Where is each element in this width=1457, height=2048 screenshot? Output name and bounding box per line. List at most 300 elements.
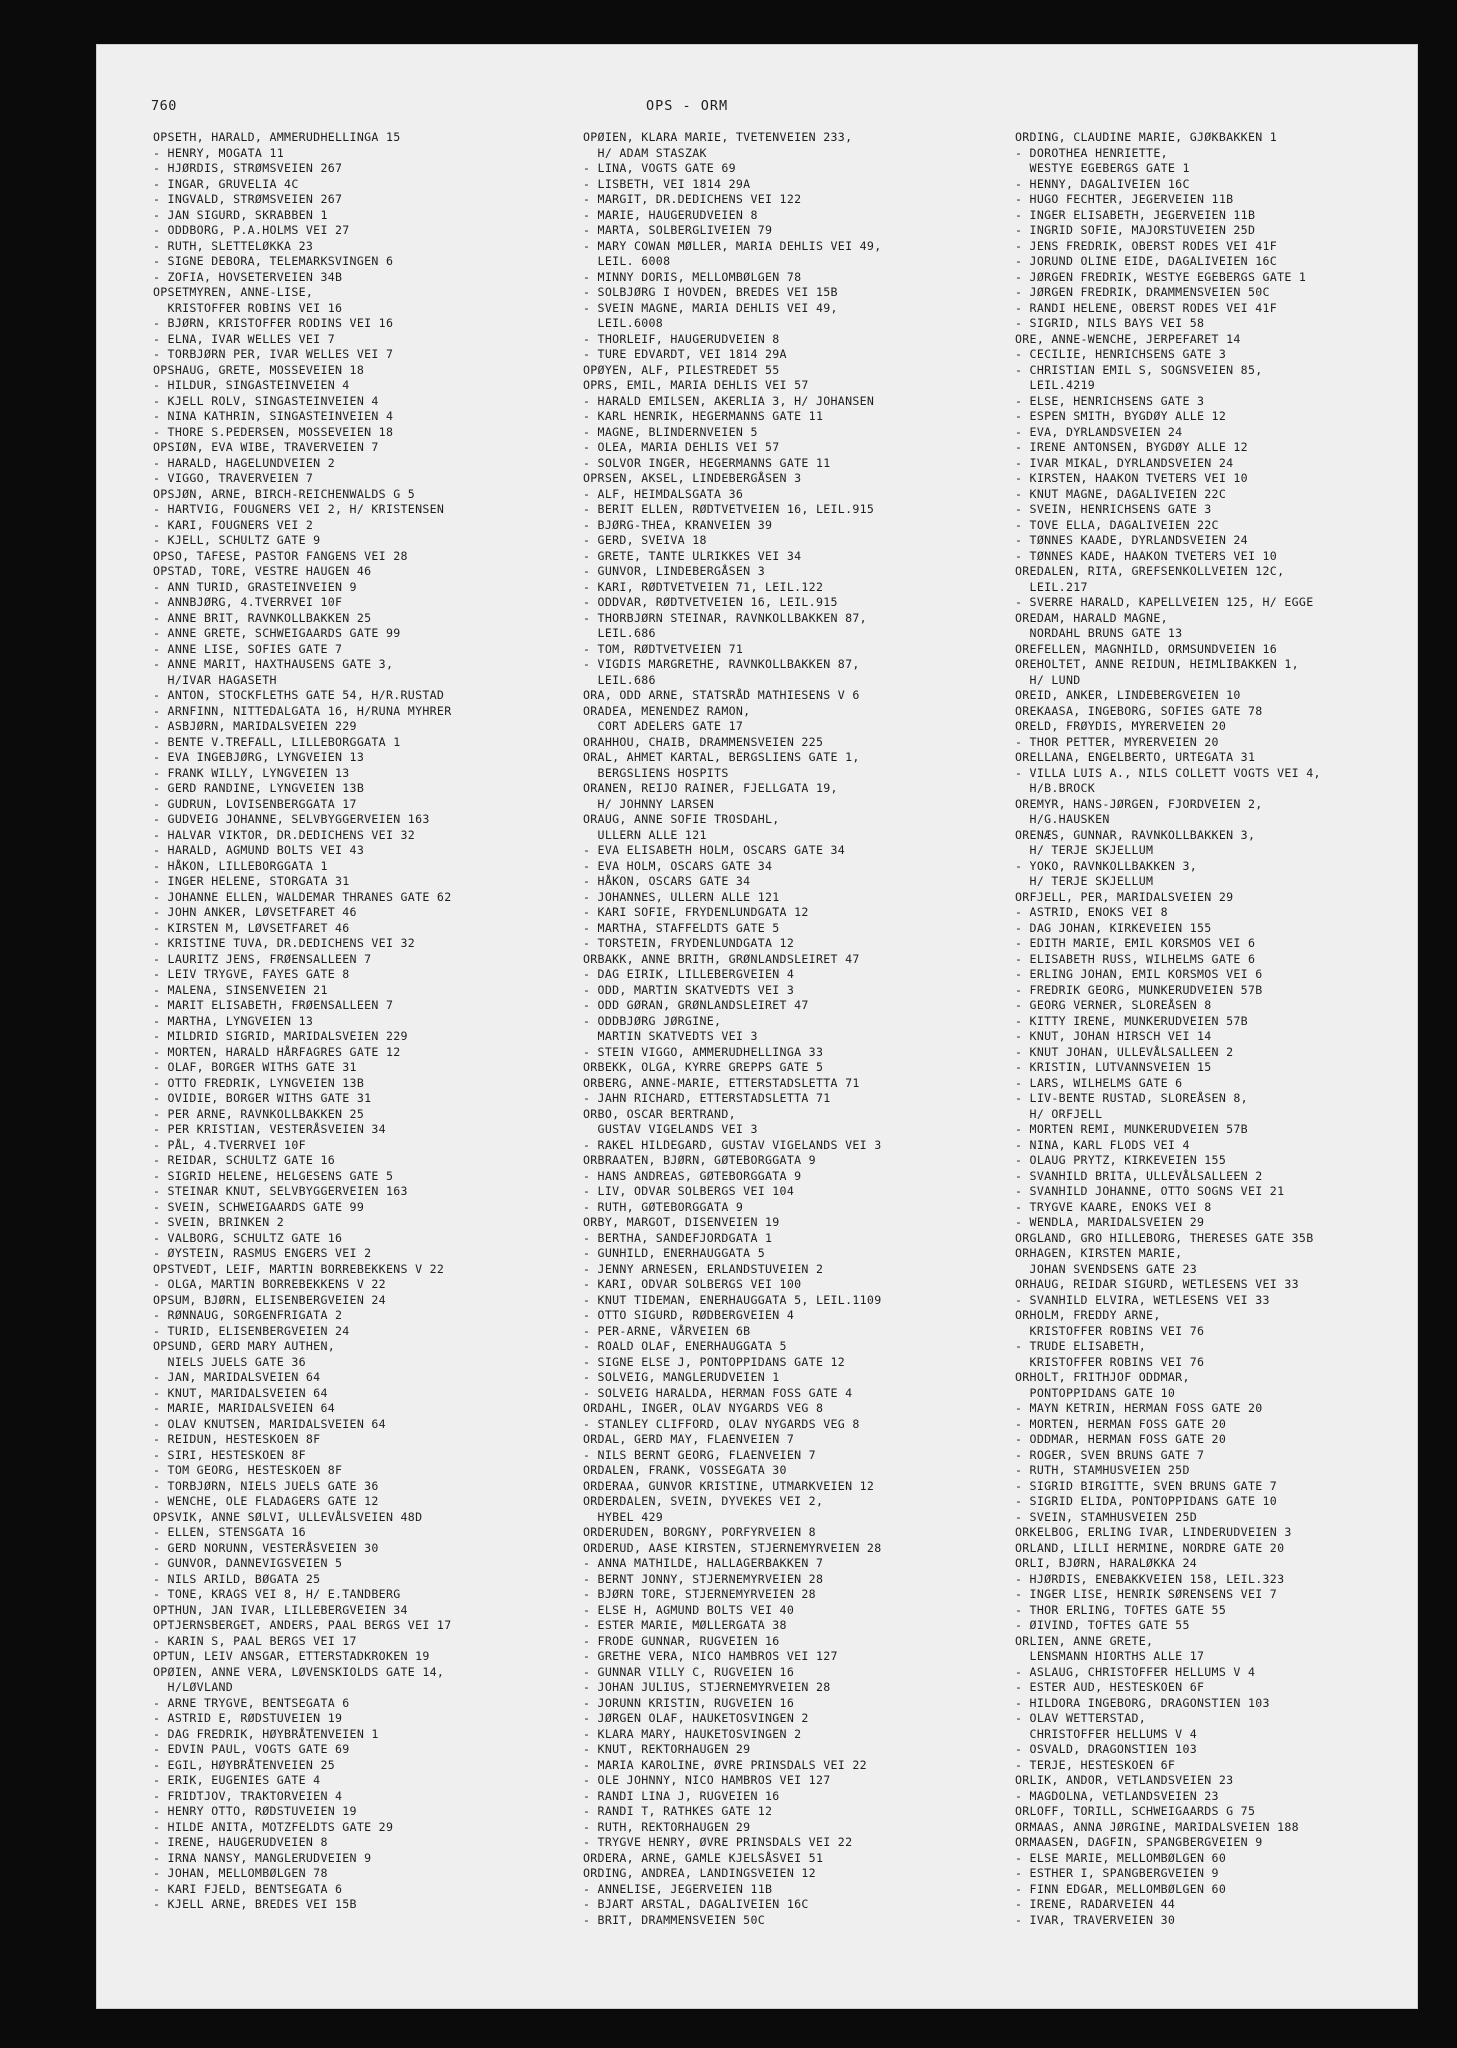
directory-entry-line: - MINNY DORIS, MELLOMBØLGEN 78 (583, 269, 802, 284)
directory-entry-line: ORFJELL, PER, MARIDALSVEIEN 29 (1015, 889, 1234, 904)
directory-entry-line: LEIL.217 (1015, 579, 1088, 594)
directory-entry-line: ORDAL, GERD MAY, FLAENVEIEN 7 (583, 1432, 795, 1446)
directory-entry-line: - JØRGEN FREDRIK, WESTYE EGEBERGS GATE 1 (1015, 269, 1307, 284)
directory-entry-line: - REIDUN, HESTESKOEN 8F (153, 1432, 321, 1446)
directory-entry-line: - ØYSTEIN, RASMUS ENGERS VEI 2 (153, 1246, 372, 1260)
directory-entry-line: H/LØVLAND (153, 1680, 234, 1694)
directory-entry-line: - HARALD, HAGELUNDVEIEN 2 (153, 455, 336, 470)
directory-entry-line: ORLIEN, ANNE GRETE, (1015, 1633, 1154, 1648)
directory-entry-line: - ANNE GRETE, SCHWEIGAARDS GATE 99 (153, 626, 401, 640)
directory-entry-line: - EDVIN PAUL, VOGTS GATE 69 (153, 1742, 350, 1756)
directory-entry-line: - JØRGEN OLAF, HAUKETOSVINGEN 2 (583, 1711, 809, 1725)
directory-entry-line: - MAGNE, BLINDERNVEIEN 5 (583, 424, 758, 439)
directory-entry-line: - HÅKON, OSCARS GATE 34 (583, 874, 751, 888)
directory-entry-line: - OSVALD, DRAGONSTIEN 103 (1015, 1742, 1198, 1756)
directory-entry-line: - CHRISTIAN EMIL S, SOGNSVEIEN 85, (1015, 362, 1263, 377)
directory-entry-line: - SIRI, HESTESKOEN 8F (153, 1447, 306, 1462)
page-range-heading: OPS - ORM (646, 98, 729, 114)
directory-entry-line: - TØNNES KADE, HAAKON TVETERS VEI 10 (1015, 548, 1278, 563)
directory-entry-line: - SVEIN MAGNE, MARIA DEHLIS VEI 49, (583, 300, 838, 315)
directory-entry-line: - TØNNES KAADE, DYRLANDSVEIEN 24 (1015, 533, 1248, 547)
directory-entry-line: - GERD, SVEIVA 18 (583, 533, 707, 547)
directory-entry-line: - TORBJØRN, NIELS JUELS GATE 36 (153, 1478, 379, 1493)
directory-entry-line: - RUTH, STAMHUSVEIEN 25D (1015, 1463, 1190, 1477)
directory-entry-line: ORDERUDEN, BORGNY, PORFYRVEIEN 8 (583, 1525, 816, 1539)
directory-entry-line: OPSTVEDT, LEIF, MARTIN BORREBEKKENS V 22 (153, 1261, 445, 1276)
directory-entry-line: - LINA, VOGTS GATE 69 (583, 161, 736, 175)
directory-entry-line: WESTYE EGEBERGS GATE 1 (1015, 161, 1190, 175)
directory-entry-line: - RAKEL HILDEGARD, GUSTAV VIGELANDS VEI 3 (583, 1137, 882, 1152)
directory-entry-line: - SVEIN, SCHWEIGAARDS GATE 99 (153, 1199, 365, 1214)
directory-entry-line: - MARIT ELISABETH, FRØENSALLEEN 7 (153, 998, 394, 1012)
directory-column-3 (1015, 130, 1455, 1928)
directory-entry-line: - TORSTEIN, FRYDENLUNDGATA 12 (583, 936, 795, 950)
directory-entry-line: ORELD, FRØYDIS, MYRERVEIEN 20 (1015, 719, 1227, 733)
directory-entry-line: - ANNA MATHILDE, HALLAGERBAKKEN 7 (583, 1556, 824, 1570)
directory-entry-line: - KRISTINE TUVA, DR.DEDICHENS VEI 32 (153, 936, 416, 950)
directory-entry-line: - ALF, HEIMDALSGATA 36 (583, 486, 744, 501)
directory-entry-line: - JOHAN JULIUS, STJERNEMYRVEIEN 28 (583, 1680, 831, 1694)
directory-entry-line: - SIGRID, NILS BAYS VEI 58 (1015, 316, 1205, 330)
directory-entry-line: - STEINAR KNUT, SELVBYGGERVEIEN 163 (153, 1184, 408, 1198)
directory-entry-line: - MARGIT, DR.DEDICHENS VEI 122 (583, 192, 802, 206)
directory-entry-line: - MARIE, HAUGERUDVEIEN 8 (583, 207, 758, 222)
directory-entry-line: ORE, ANNE-WENCHE, JERPEFARET 14 (1015, 331, 1241, 346)
directory-entry-line: - RANDI T, RATHKES GATE 12 (583, 1804, 773, 1818)
directory-entry-line: - KARL HENRIK, HEGERMANNS GATE 11 (583, 409, 824, 423)
directory-entry-line: - ODD GØRAN, GRØNLANDSLEIRET 47 (583, 998, 809, 1012)
directory-entry-line: - KNUT, REKTORHAUGEN 29 (583, 1742, 751, 1756)
directory-entry-line: - THOR PETTER, MYRERVEIEN 20 (1015, 734, 1219, 749)
directory-entry-line: - BJART ARSTAL, DAGALIVEIEN 16C (583, 1897, 809, 1911)
directory-entry-line: - TORBJØRN PER, IVAR WELLES VEI 7 (153, 347, 394, 361)
directory-entry-line: ORADEA, MENENDEZ RAMON, (583, 703, 751, 718)
directory-entry-line: - JORUND OLINE EIDE, DAGALIVEIEN 16C (1015, 254, 1278, 268)
directory-entry-line: - IRNA NANSY, MANGLERUDVEIEN 9 (153, 1850, 372, 1865)
directory-entry-line: ORANEN, REIJO RAINER, FJELLGATA 19, (583, 781, 838, 795)
directory-entry-line: - HJØRDIS, STRØMSVEIEN 267 (153, 161, 343, 175)
directory-entry-line: - JENS FREDRIK, OBERST RODES VEI 41F (1015, 238, 1278, 253)
directory-entry-line: - HANS ANDREAS, GØTEBORGGATA 9 (583, 1168, 802, 1183)
directory-entry-line: PONTOPPIDANS GATE 10 (1015, 1385, 1176, 1400)
directory-entry-line: OPSUM, BJØRN, ELISENBERGVEIEN 24 (153, 1292, 386, 1307)
directory-entry-line: - TRYGVE HENRY, ØVRE PRINSDALS VEI 22 (583, 1835, 853, 1849)
directory-entry-line: ORBO, OSCAR BERTRAND, (583, 1106, 736, 1121)
directory-entry-line: - SIGRID BIRGITTE, SVEN BRUNS GATE 7 (1015, 1478, 1278, 1493)
directory-entry-line: - IRENE, RADARVEIEN 44 (1015, 1897, 1176, 1911)
directory-entry-line: - ELISABETH RUSS, WILHELMS GATE 6 (1015, 951, 1256, 966)
directory-entry-line: - THOR ERLING, TOFTES GATE 55 (1015, 1602, 1227, 1617)
directory-entry-line: - KARI SOFIE, FRYDENLUNDGATA 12 (583, 905, 809, 919)
directory-entry-line: - MAGDOLNA, VETLANDSVEIEN 23 (1015, 1788, 1219, 1803)
directory-entry-line: ORBY, MARGOT, DISENVEIEN 19 (583, 1215, 780, 1229)
directory-entry-line: - HARALD EMILSEN, AKERLIA 3, H/ JOHANSEN (583, 393, 875, 408)
directory-entry-line: ORLIK, ANDOR, VETLANDSVEIEN 23 (1015, 1773, 1234, 1787)
directory-entry-line: - HÅKON, LILLEBORGGATA 1 (153, 858, 328, 873)
directory-page (96, 44, 1418, 2009)
directory-entry-line: OREID, ANKER, LINDEBERGVEIEN 10 (1015, 688, 1241, 702)
directory-entry-line: OPSVIK, ANNE SØLVI, ULLEVÅLSVEIEN 48D (153, 1509, 423, 1524)
directory-entry-line: - HILDORA INGEBORG, DRAGONSTIEN 103 (1015, 1695, 1270, 1710)
directory-entry-line: OREFELLEN, MAGNHILD, ORMSUNDVEIEN 16 (1015, 641, 1278, 656)
directory-entry-line: OPSUND, GERD MARY AUTHEN, (153, 1339, 336, 1353)
directory-entry-line: H/ ADAM STASZAK (583, 145, 707, 160)
directory-entry-line: - INGER HELENE, STORGATA 31 (153, 874, 350, 888)
directory-entry-line: - LIV-BENTE RUSTAD, SLOREÅSEN 8, (1015, 1091, 1248, 1105)
directory-entry-line: - KNUT, MARIDALSVEIEN 64 (153, 1385, 328, 1400)
directory-entry-line: - GERD RANDINE, LYNGVEIEN 13B (153, 781, 365, 795)
directory-entry-line: - LIV, ODVAR SOLBERGS VEI 104 (583, 1184, 795, 1198)
directory-entry-line: HYBEL 429 (583, 1509, 664, 1524)
directory-entry-line: - INGVALD, STRØMSVEIEN 267 (153, 192, 343, 206)
directory-entry-line: - ASBJØRN, MARIDALSVEIEN 229 (153, 719, 357, 733)
directory-entry-line: - ODD, MARTIN SKATVEDTS VEI 3 (583, 982, 795, 997)
directory-entry-line: - GUDVEIG JOHANNE, SELVBYGGERVEIEN 163 (153, 812, 430, 826)
directory-entry-line: H/ ORFJELL (1015, 1106, 1103, 1121)
directory-entry-line: - EVA HOLM, OSCARS GATE 34 (583, 858, 773, 873)
directory-entry-line: - TRUDE ELISABETH, (1015, 1339, 1147, 1353)
directory-entry-line: - MAYN KETRIN, HERMAN FOSS GATE 20 (1015, 1401, 1263, 1415)
directory-entry-line: - SOLVOR INGER, HEGERMANNS GATE 11 (583, 455, 831, 470)
directory-entry-line: - BJØRG-THEA, KRANVEIEN 39 (583, 517, 773, 532)
directory-entry-line: - GUNVOR, DANNEVIGSVEIEN 5 (153, 1556, 343, 1570)
directory-entry-line: OPSTAD, TORE, VESTRE HAUGEN 46 (153, 564, 372, 578)
directory-entry-line: - LAURITZ JENS, FRØENSALLEEN 7 (153, 951, 372, 966)
directory-entry-line: - ELSE, HENRICHSENS GATE 3 (1015, 393, 1205, 408)
page-number: 760 (151, 98, 177, 114)
directory-entry-line: - JOHANNES, ULLERN ALLE 121 (583, 889, 780, 904)
directory-entry-line: LEIL.686 (583, 672, 656, 687)
directory-entry-line: - INGER LISE, HENRIK SØRENSENS VEI 7 (1015, 1587, 1278, 1601)
directory-entry-line: - KNUT MAGNE, DAGALIVEIEN 22C (1015, 486, 1227, 501)
directory-entry-line: ORHAUG, REIDAR SIGURD, WETLESENS VEI 33 (1015, 1277, 1299, 1291)
directory-entry-line: - DAG FREDRIK, HØYBRÅTENVEIEN 1 (153, 1726, 379, 1741)
directory-entry-line: - ESTER MARIE, MØLLERGATA 38 (583, 1618, 787, 1632)
directory-entry-line: - MARTA, SOLBERGLIVEIEN 79 (583, 223, 773, 237)
directory-entry-line: CORT ADELERS GATE 17 (583, 719, 744, 733)
directory-entry-line: ORDERAA, GUNVOR KRISTINE, UTMARKVEIEN 12 (583, 1478, 875, 1493)
directory-entry-line: - DAG EIRIK, LILLEBERGVEIEN 4 (583, 967, 795, 981)
directory-entry-line: MARTIN SKATVEDTS VEI 3 (583, 1029, 758, 1043)
directory-entry-line: - GRETE, TANTE ULRIKKES VEI 34 (583, 548, 802, 563)
directory-entry-line: - ELNA, IVAR WELLES VEI 7 (153, 331, 336, 346)
directory-entry-line: - SVEIN, HENRICHSENS GATE 3 (1015, 502, 1212, 516)
directory-entry-line: - EVA, DYRLANDSVEIEN 24 (1015, 424, 1183, 439)
directory-entry-line: - ASTRID, ENOKS VEI 8 (1015, 905, 1168, 919)
directory-entry-line: ORHOLM, FREDDY ARNE, (1015, 1308, 1161, 1322)
directory-entry-line: - ELLEN, STENSGATA 16 (153, 1525, 306, 1539)
directory-entry-line: - OLAF, BORGER WITHS GATE 31 (153, 1060, 357, 1074)
directory-entry-line: - KNUT, JOHAN HIRSCH VEI 14 (1015, 1029, 1212, 1043)
directory-entry-line: GUSTAV VIGELANDS VEI 3 (583, 1122, 758, 1136)
directory-entry-line: - ROALD OLAF, ENERHAUGGATA 5 (583, 1339, 787, 1353)
directory-entry-line: - SVANHILD JOHANNE, OTTO SOGNS VEI 21 (1015, 1184, 1285, 1198)
directory-entry-line: - NILS ARILD, BØGATA 25 (153, 1571, 321, 1586)
directory-entry-line: OPØIEN, KLARA MARIE, TVETENVEIEN 233, (583, 130, 853, 144)
directory-entry-line: - EVA INGEBJØRG, LYNGVEIEN 13 (153, 750, 365, 764)
directory-entry-line: ORDING, CLAUDINE MARIE, GJØKBAKKEN 1 (1015, 130, 1278, 144)
directory-entry-line: - MARIA KAROLINE, ØVRE PRINSDALS VEI 22 (583, 1757, 867, 1772)
directory-entry-line: - MARIE, MARIDALSVEIEN 64 (153, 1401, 336, 1415)
directory-entry-line: - TOVE ELLA, DAGALIVEIEN 22C (1015, 517, 1219, 532)
directory-entry-line: - PER-ARNE, VÅRVEIEN 6B (583, 1323, 751, 1338)
directory-entry-line: - MORTEN, HARALD HÅRFAGRES GATE 12 (153, 1044, 401, 1059)
directory-entry-line: ORBRAATEN, BJØRN, GØTEBORGGATA 9 (583, 1153, 816, 1167)
directory-entry-line: - EVA ELISABETH HOLM, OSCARS GATE 34 (583, 843, 846, 857)
directory-entry-line: ORMAASEN, DAGFIN, SPANGBERGVEIEN 9 (1015, 1835, 1263, 1849)
directory-entry-line: - MARTHA, STAFFELDTS GATE 5 (583, 920, 780, 935)
directory-entry-line: - LEIV TRYGVE, FAYES GATE 8 (153, 967, 350, 981)
directory-entry-line: - RANDI LINA J, RUGVEIEN 16 (583, 1788, 780, 1803)
directory-entry-line: - TURID, ELISENBERGVEIEN 24 (153, 1323, 350, 1338)
directory-entry-line: - PÅL, 4.TVERRVEI 10F (153, 1137, 306, 1152)
directory-entry-line: - KNUT JOHAN, ULLEVÅLSALLEEN 2 (1015, 1044, 1234, 1059)
directory-entry-line: ULLERN ALLE 121 (583, 827, 707, 842)
directory-entry-line: - INGER ELISABETH, JEGERVEIEN 11B (1015, 207, 1256, 222)
directory-entry-line: - SOLVEIG HARALDA, HERMAN FOSS GATE 4 (583, 1385, 853, 1400)
directory-entry-line: ORDERDALEN, SVEIN, DYVEKES VEI 2, (583, 1494, 824, 1508)
directory-entry-line: H/ LUND (1015, 672, 1081, 687)
directory-entry-line: - VIGGO, TRAVERVEIEN 7 (153, 471, 314, 485)
directory-entry-line: ORGLAND, GRO HILLEBORG, THERESES GATE 35B (1015, 1230, 1314, 1245)
directory-entry-line: - FINN EDGAR, MELLOMBØLGEN 60 (1015, 1881, 1227, 1896)
directory-entry-line: - SVEIN, STAMHUSVEIEN 25D (1015, 1509, 1198, 1524)
directory-entry-line: - HUGO FECHTER, JEGERVEIEN 11B (1015, 192, 1234, 206)
directory-entry-line: - OTTO FREDRIK, LYNGVEIEN 13B (153, 1075, 365, 1090)
directory-entry-line: LENSMANN HIORTHS ALLE 17 (1015, 1649, 1205, 1663)
directory-entry-line: - WENCHE, OLE FLADAGERS GATE 12 (153, 1494, 379, 1508)
directory-entry-line: - PER KRISTIAN, VESTERÅSVEIEN 34 (153, 1122, 386, 1136)
directory-entry-line: LEIL.4219 (1015, 378, 1096, 392)
directory-entry-line: ORLOFF, TORILL, SCHWEIGAARDS G 75 (1015, 1804, 1256, 1818)
directory-entry-line: - VALBORG, SCHULTZ GATE 16 (153, 1230, 343, 1245)
directory-entry-line: - HENRY OTTO, RØDSTUVEIEN 19 (153, 1804, 357, 1818)
directory-entry-line: - ZOFIA, HOVSETERVEIEN 34B (153, 269, 343, 284)
directory-entry-line: - IRENE, HAUGERUDVEIEN 8 (153, 1835, 328, 1849)
directory-entry-line: - KARI, FOUGNERS VEI 2 (153, 517, 314, 532)
directory-entry-line: - SVEIN, BRINKEN 2 (153, 1215, 285, 1229)
directory-column-2 (583, 130, 1023, 1928)
directory-entry-line: - JORUNN KRISTIN, RUGVEIEN 16 (583, 1695, 795, 1710)
directory-entry-line: KRISTOFFER ROBINS VEI 16 (153, 300, 343, 315)
directory-entry-line: - LARS, WILHELMS GATE 6 (1015, 1075, 1183, 1090)
directory-entry-line: - ODDMAR, HERMAN FOSS GATE 20 (1015, 1432, 1227, 1446)
directory-entry-line: - RANDI HELENE, OBERST RODES VEI 41F (1015, 300, 1278, 315)
directory-entry-line: OPRSEN, AKSEL, LINDEBERGÅSEN 3 (583, 471, 802, 485)
directory-entry-line: - ARNFINN, NITTEDALGATA 16, H/RUNA MYHRER (153, 703, 452, 718)
directory-entry-line: - ERIK, EUGENIES GATE 4 (153, 1773, 321, 1787)
directory-entry-line: ORAUG, ANNE SOFIE TROSDAHL, (583, 812, 780, 826)
directory-entry-line: ORAHHOU, CHAIB, DRAMMENSVEIEN 225 (583, 734, 824, 749)
directory-entry-line: ORENÆS, GUNNAR, RAVNKOLLBAKKEN 3, (1015, 827, 1256, 842)
directory-entry-line: - GUNHILD, ENERHAUGGATA 5 (583, 1246, 766, 1260)
directory-entry-line: - ELSE H, AGMUND BOLTS VEI 40 (583, 1602, 795, 1617)
directory-entry-line: - THORLEIF, HAUGERUDVEIEN 8 (583, 331, 780, 346)
directory-entry-line: - KRISTIN, LUTVANNSVEIEN 15 (1015, 1060, 1212, 1074)
directory-entry-line: - OLEA, MARIA DEHLIS VEI 57 (583, 440, 780, 454)
directory-entry-line: - SIGRID ELIDA, PONTOPPIDANS GATE 10 (1015, 1494, 1278, 1508)
directory-entry-line: - JAN SIGURD, SKRABBEN 1 (153, 207, 328, 222)
directory-entry-line: - KNUT TIDEMAN, ENERHAUGGATA 5, LEIL.1109 (583, 1292, 882, 1307)
directory-entry-line: - ESPEN SMITH, BYGDØY ALLE 12 (1015, 409, 1227, 423)
directory-entry-line: BERGSLIENS HOSPITS (583, 765, 729, 780)
directory-entry-line: ORDING, ANDREA, LANDINGSVEIEN 12 (583, 1866, 816, 1880)
directory-entry-line: OREDALEN, RITA, GREFSENKOLLVEIEN 12C, (1015, 564, 1285, 578)
directory-entry-line: - GUDRUN, LOVISENBERGGATA 17 (153, 796, 357, 811)
directory-entry-line: LEIL. 6008 (583, 254, 671, 268)
directory-entry-line: ORDERUD, AASE KIRSTEN, STJERNEMYRVEIEN 28 (583, 1540, 882, 1555)
directory-entry-line: - ODDBORG, P.A.HOLMS VEI 27 (153, 223, 350, 237)
directory-entry-line: OPSO, TAFESE, PASTOR FANGENS VEI 28 (153, 548, 408, 563)
directory-entry-line: H/B.BROCK (1015, 781, 1096, 795)
directory-entry-line: - OLE JOHNNY, NICO HAMBROS VEI 127 (583, 1773, 831, 1787)
directory-entry-line: - RUTH, REKTORHAUGEN 29 (583, 1819, 751, 1834)
directory-entry-line: - GEORG VERNER, SLOREÅSEN 8 (1015, 998, 1212, 1012)
directory-entry-line: - DAG JOHAN, KIRKEVEIEN 155 (1015, 920, 1212, 935)
directory-entry-line: ORLI, BJØRN, HARALØKKA 24 (1015, 1556, 1198, 1570)
directory-entry-line: ORLAND, LILLI HERMINE, NORDRE GATE 20 (1015, 1540, 1285, 1555)
directory-entry-line: H/G.HAUSKEN (1015, 812, 1110, 826)
directory-entry-line: - BERIT ELLEN, RØDTVETVEIEN 16, LEIL.915 (583, 502, 875, 516)
directory-entry-line: - OVIDIE, BORGER WITHS GATE 31 (153, 1091, 372, 1105)
directory-entry-line: OREDAM, HARALD MAGNE, (1015, 610, 1168, 625)
directory-entry-line: - GRETHE VERA, NICO HAMBROS VEI 127 (583, 1649, 838, 1663)
directory-entry-line: - KJELL ROLV, SINGASTEINVEIEN 4 (153, 393, 379, 408)
directory-entry-line: - KARIN S, PAAL BERGS VEI 17 (153, 1633, 357, 1648)
directory-entry-line: KRISTOFFER ROBINS VEI 76 (1015, 1323, 1205, 1338)
directory-entry-line: ORDERA, ARNE, GAMLE KJELSÅSVEI 51 (583, 1850, 824, 1865)
directory-entry-line: - JOHANNE ELLEN, WALDEMAR THRANES GATE 62 (153, 889, 452, 904)
directory-entry-line: OREMYR, HANS-JØRGEN, FJORDVEIEN 2, (1015, 796, 1263, 811)
directory-entry-line: - PER ARNE, RAVNKOLLBAKKEN 25 (153, 1106, 365, 1121)
directory-entry-line: ORDAHL, INGER, OLAV NYGARDS VEG 8 (583, 1401, 824, 1415)
directory-entry-line: - TOM GEORG, HESTESKOEN 8F (153, 1463, 343, 1477)
directory-entry-line: ORELLANA, ENGELBERTO, URTEGATA 31 (1015, 750, 1256, 764)
directory-entry-line: - NILS BERNT GEORG, FLAENVEIEN 7 (583, 1447, 816, 1462)
directory-entry-line: - NINA KATHRIN, SINGASTEINVEIEN 4 (153, 409, 394, 423)
directory-entry-line: - INGAR, GRUVELIA 4C (153, 176, 299, 191)
directory-entry-line: - HILDE ANITA, MOTZFELDTS GATE 29 (153, 1819, 394, 1834)
directory-entry-line: ORBAKK, ANNE BRITH, GRØNLANDSLEIRET 47 (583, 951, 860, 966)
directory-entry-line: - ODDVAR, RØDTVETVEIEN 16, LEIL.915 (583, 595, 838, 609)
directory-entry-line: OPSETH, HARALD, AMMERUDHELLINGA 15 (153, 130, 401, 144)
directory-entry-line: ORBEKK, OLGA, KYRRE GREPPS GATE 5 (583, 1060, 824, 1074)
directory-entry-line: - ØIVIND, TOFTES GATE 55 (1015, 1618, 1190, 1632)
directory-entry-line: - SVERRE HARALD, KAPELLVEIEN 125, H/ EGGE (1015, 595, 1314, 609)
directory-entry-line: - BJØRN, KRISTOFFER RODINS VEI 16 (153, 316, 394, 330)
directory-entry-line: - KJELL, SCHULTZ GATE 9 (153, 533, 321, 547)
directory-entry-line: - ASLAUG, CHRISTOFFER HELLUMS V 4 (1015, 1664, 1256, 1679)
directory-entry-line: - TOM, RØDTVETVEIEN 71 (583, 641, 744, 656)
directory-entry-line: - MARY COWAN MØLLER, MARIA DEHLIS VEI 49, (583, 238, 882, 253)
directory-entry-line: - INGRID SOFIE, MAJORSTUVEIEN 25D (1015, 223, 1256, 237)
directory-entry-line: - HENNY, DAGALIVEIEN 16C (1015, 176, 1190, 191)
directory-entry-line: ORHAGEN, KIRSTEN MARIE, (1015, 1246, 1183, 1260)
directory-entry-line: - MALENA, SINSENVEIEN 21 (153, 982, 328, 997)
directory-entry-line: - TONE, KRAGS VEI 8, H/ E.TANDBERG (153, 1587, 401, 1601)
directory-entry-line: - DOROTHEA HENRIETTE, (1015, 145, 1168, 160)
directory-entry-line: OPTHUN, JAN IVAR, LILLEBERGVEIEN 34 (153, 1602, 408, 1617)
directory-entry-line: - ERLING JOHAN, EMIL KORSMOS VEI 6 (1015, 967, 1263, 981)
directory-entry-line: - KARI FJELD, BENTSEGATA 6 (153, 1881, 343, 1896)
directory-entry-line: - ASTRID E, RØDSTUVEIEN 19 (153, 1711, 343, 1725)
directory-entry-line: OPTUN, LEIV ANSGAR, ETTERSTADKROKEN 19 (153, 1649, 430, 1663)
directory-entry-line: - SIGRID HELENE, HELGESENS GATE 5 (153, 1168, 394, 1183)
directory-entry-line: OPRS, EMIL, MARIA DEHLIS VEI 57 (583, 378, 809, 392)
directory-entry-line: - GUNVOR, LINDEBERGÅSEN 3 (583, 564, 766, 578)
directory-entry-line: - JENNY ARNESEN, ERLANDSTUVEIEN 2 (583, 1261, 824, 1276)
directory-entry-line: JOHAN SVENDSENS GATE 23 (1015, 1261, 1198, 1276)
directory-entry-line: - HARALD, AGMUND BOLTS VEI 43 (153, 843, 365, 857)
directory-entry-line: - GUNNAR VILLY C, RUGVEIEN 16 (583, 1664, 795, 1679)
directory-entry-line: - ARNE TRYGVE, BENTSEGATA 6 (153, 1695, 350, 1710)
directory-entry-line: ORA, ODD ARNE, STATSRÅD MATHIESENS V 6 (583, 688, 860, 702)
directory-entry-line: - OTTO SIGURD, RØDBERGVEIEN 4 (583, 1308, 795, 1322)
directory-entry-line: - IRENE ANTONSEN, BYGDØY ALLE 12 (1015, 440, 1248, 454)
directory-entry-line: - ODDBJØRG JØRGINE, (583, 1013, 722, 1028)
directory-entry-line: - ANTON, STOCKFLETHS GATE 54, H/R.RUSTAD (153, 688, 445, 702)
directory-entry-line: OPSJØN, ARNE, BIRCH-REICHENWALDS G 5 (153, 486, 416, 501)
directory-entry-line: ORMAAS, ANNA JØRGINE, MARIDALSVEIEN 188 (1015, 1819, 1299, 1834)
directory-entry-line: ORHOLT, FRITHJOF ODDMAR, (1015, 1370, 1190, 1384)
directory-entry-line: - KJELL ARNE, BREDES VEI 15B (153, 1897, 357, 1911)
directory-entry-line: - KIRSTEN M, LØVSETFARET 46 (153, 920, 350, 935)
directory-entry-line: - ANN TURID, GRASTEINVEIEN 9 (153, 579, 357, 594)
directory-entry-line: - ANNE BRIT, RAVNKOLLBAKKEN 25 (153, 610, 372, 625)
directory-entry-line: - ANNELISE, JEGERVEIEN 11B (583, 1881, 773, 1896)
directory-entry-line: - ANNE MARIT, HAXTHAUSENS GATE 3, (153, 657, 394, 671)
directory-entry-line: OPTJERNSBERGET, ANDERS, PAAL BERGS VEI 17 (153, 1618, 452, 1632)
directory-entry-line: - KIRSTEN, HAAKON TVETERS VEI 10 (1015, 471, 1248, 485)
directory-entry-line: - ELSE MARIE, MELLOMBØLGEN 60 (1015, 1850, 1227, 1865)
directory-entry-line: - WENDLA, MARIDALSVEIEN 29 (1015, 1215, 1205, 1229)
directory-entry-line: - REIDAR, SCHULTZ GATE 16 (153, 1153, 336, 1167)
directory-entry-line: - HENRY, MOGATA 11 (153, 145, 285, 160)
directory-entry-line: - IVAR MIKAL, DYRLANDSVEIEN 24 (1015, 455, 1234, 470)
directory-entry-line: OPSIØN, EVA WIBE, TRAVERVEIEN 7 (153, 440, 379, 454)
directory-entry-line: - JAN, MARIDALSVEIEN 64 (153, 1370, 321, 1384)
directory-entry-line: - TURE EDVARDT, VEI 1814 29A (583, 347, 787, 361)
directory-entry-line: LEIL.6008 (583, 316, 664, 330)
directory-entry-line: - TRYGVE KAARE, ENOKS VEI 8 (1015, 1199, 1212, 1214)
directory-entry-line: - MARTHA, LYNGVEIEN 13 (153, 1013, 314, 1028)
directory-entry-line: - YOKO, RAVNKOLLBAKKEN 3, (1015, 858, 1198, 873)
directory-entry-line: OPØIEN, ANNE VERA, LØVENSKIOLDS GATE 14, (153, 1664, 445, 1679)
directory-entry-line: - KARI, RØDTVETVEIEN 71, LEIL.122 (583, 579, 824, 594)
directory-entry-line: - OLAUG PRYTZ, KIRKEVEIEN 155 (1015, 1153, 1227, 1167)
directory-entry-line: NIELS JUELS GATE 36 (153, 1354, 306, 1369)
directory-entry-line: OPSHAUG, GRETE, MOSSEVEIEN 18 (153, 362, 365, 377)
directory-entry-line: - BRIT, DRAMMENSVEIEN 50C (583, 1912, 766, 1927)
directory-entry-line: - KITTY IRENE, MUNKERUDVEIEN 57B (1015, 1013, 1248, 1028)
directory-entry-line: - OLGA, MARTIN BORREBEKKENS V 22 (153, 1277, 386, 1291)
directory-entry-line: - MORTEN, HERMAN FOSS GATE 20 (1015, 1416, 1227, 1431)
directory-entry-line: H/IVAR HAGASETH (153, 672, 277, 687)
directory-entry-line: - IVAR, TRAVERVEIEN 30 (1015, 1912, 1176, 1927)
directory-entry-line: H/ JOHNNY LARSEN (583, 796, 715, 811)
directory-entry-line: ORDALEN, FRANK, VOSSEGATA 30 (583, 1463, 787, 1477)
directory-entry-line: - FREDRIK GEORG, MUNKERUDVEIEN 57B (1015, 982, 1263, 997)
directory-entry-line: - RUTH, GØTEBORGGATA 9 (583, 1199, 744, 1214)
directory-entry-line: - ESTER AUD, HESTESKOEN 6F (1015, 1680, 1205, 1694)
directory-entry-line: - RØNNAUG, SORGENFRIGATA 2 (153, 1308, 343, 1322)
directory-entry-line: - MORTEN REMI, MUNKERUDVEIEN 57B (1015, 1122, 1248, 1136)
directory-entry-line: - RUTH, SLETTELØKKA 23 (153, 238, 314, 253)
directory-entry-line: - ANNE LISE, SOFIES GATE 7 (153, 641, 343, 656)
directory-entry-line: OPØYEN, ALF, PILESTREDET 55 (583, 362, 780, 377)
directory-entry-line: - BJØRN TORE, STJERNEMYRVEIEN 28 (583, 1587, 816, 1601)
directory-entry-line: - NINA, KARL FLODS VEI 4 (1015, 1137, 1190, 1152)
